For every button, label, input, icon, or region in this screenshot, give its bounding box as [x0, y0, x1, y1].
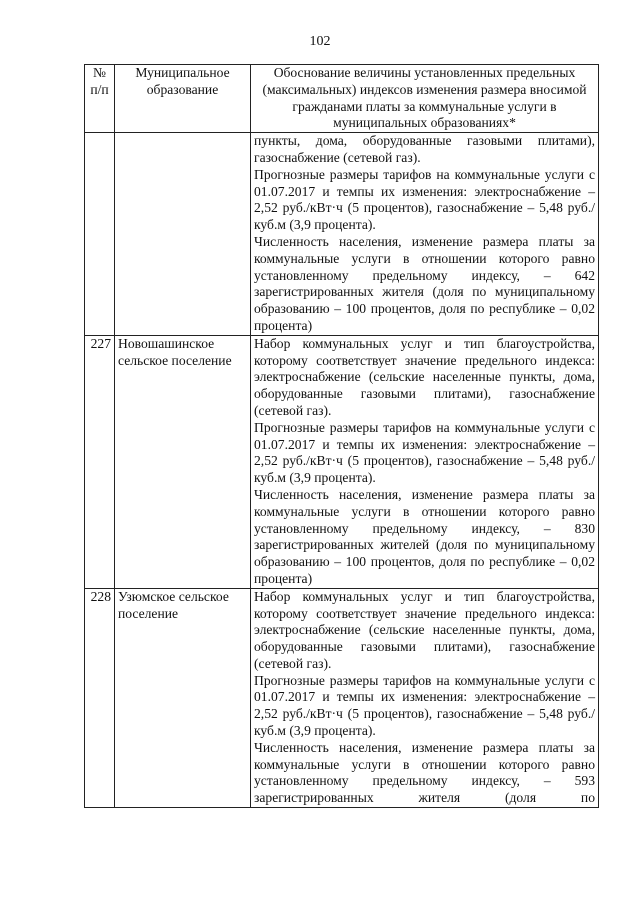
header-municipality: Муниципальное образование	[115, 65, 251, 133]
justification-paragraph: Численность населения, изменение размера платы за коммунальные услуги в отношении которого равно установленному предельному индексу, – 642 зарегистрированных жителя (доля по муниципальному образованию – 100 процентов, доля по республике – 0,02 процента)	[254, 233, 595, 333]
table-header-row	[85, 65, 599, 133]
justification-paragraph: Набор коммунальных услуг и тип благоустройства, которому соответствует значение предельного индекса: электроснабжение (сельские населенные пункты, дома, оборудованные газовыми плитами), газоснабжение (сетевой газ).	[254, 588, 595, 671]
row-number: 228	[85, 588, 115, 807]
tariff-index-table	[84, 64, 599, 808]
row-municipality: Узюмское сельское поселение	[115, 588, 251, 807]
justification-paragraph: Прогнозные размеры тарифов на коммунальные услуги с 01.07.2017 и темпы их изменения: электроснабжение – 2,52 руб./кВт·ч (5 процентов), газоснабжение – 5,48 руб./куб.м (3,9 процента).	[254, 166, 595, 233]
page-number: 102	[309, 34, 331, 49]
justification-paragraph: Численность населения, изменение размера платы за коммунальные услуги в отношении которого равно установленному предельному индексу, – 593 зарегистрированных жителя (доля по	[254, 739, 595, 806]
justification-paragraph: Прогнозные размеры тарифов на коммунальные услуги с 01.07.2017 и темпы их изменения: электроснабжение – 2,52 руб./кВт·ч (5 процентов), газоснабжение – 5,48 руб./куб.м (3,9 процента).	[254, 419, 595, 486]
row-number	[85, 133, 115, 336]
row-justification	[251, 588, 599, 807]
row-municipality	[115, 133, 251, 336]
header-justification: Обоснование величины установленных предельных (максимальных) индексов изменения размера вносимой гражданами платы за коммунальные услуги в муниципальных образованиях*	[251, 65, 599, 133]
header-number: № п/п	[85, 65, 115, 133]
table-row	[85, 133, 599, 336]
row-number: 227	[85, 335, 115, 588]
justification-paragraph: Численность населения, изменение размера платы за коммунальные услуги в отношении которого равно установленному предельному индексу, – 830 зарегистрированных жителей (доля по муниципальному образованию – 100 процентов, доля по республике – 0,02 процента)	[254, 486, 595, 586]
table-row	[85, 588, 599, 807]
row-justification	[251, 133, 599, 336]
row-municipality: Новошашинское сельское поселение	[115, 335, 251, 588]
justification-paragraph: Прогнозные размеры тарифов на коммунальные услуги с 01.07.2017 и темпы их изменения: электроснабжение – 2,52 руб./кВт·ч (5 процентов), газоснабжение – 5,48 руб./куб.м (3,9 процента).	[254, 672, 595, 739]
justification-paragraph: пункты, дома, оборудованные газовыми плитами), газоснабжение (сетевой газ).	[254, 133, 595, 165]
table-row	[85, 335, 599, 588]
row-justification	[251, 335, 599, 588]
justification-paragraph: Набор коммунальных услуг и тип благоустройства, которому соответствует значение предельного индекса: электроснабжение (сельские населенные пункты, дома, оборудованные газовыми плитами), газоснабжение (сетевой газ).	[254, 335, 595, 418]
